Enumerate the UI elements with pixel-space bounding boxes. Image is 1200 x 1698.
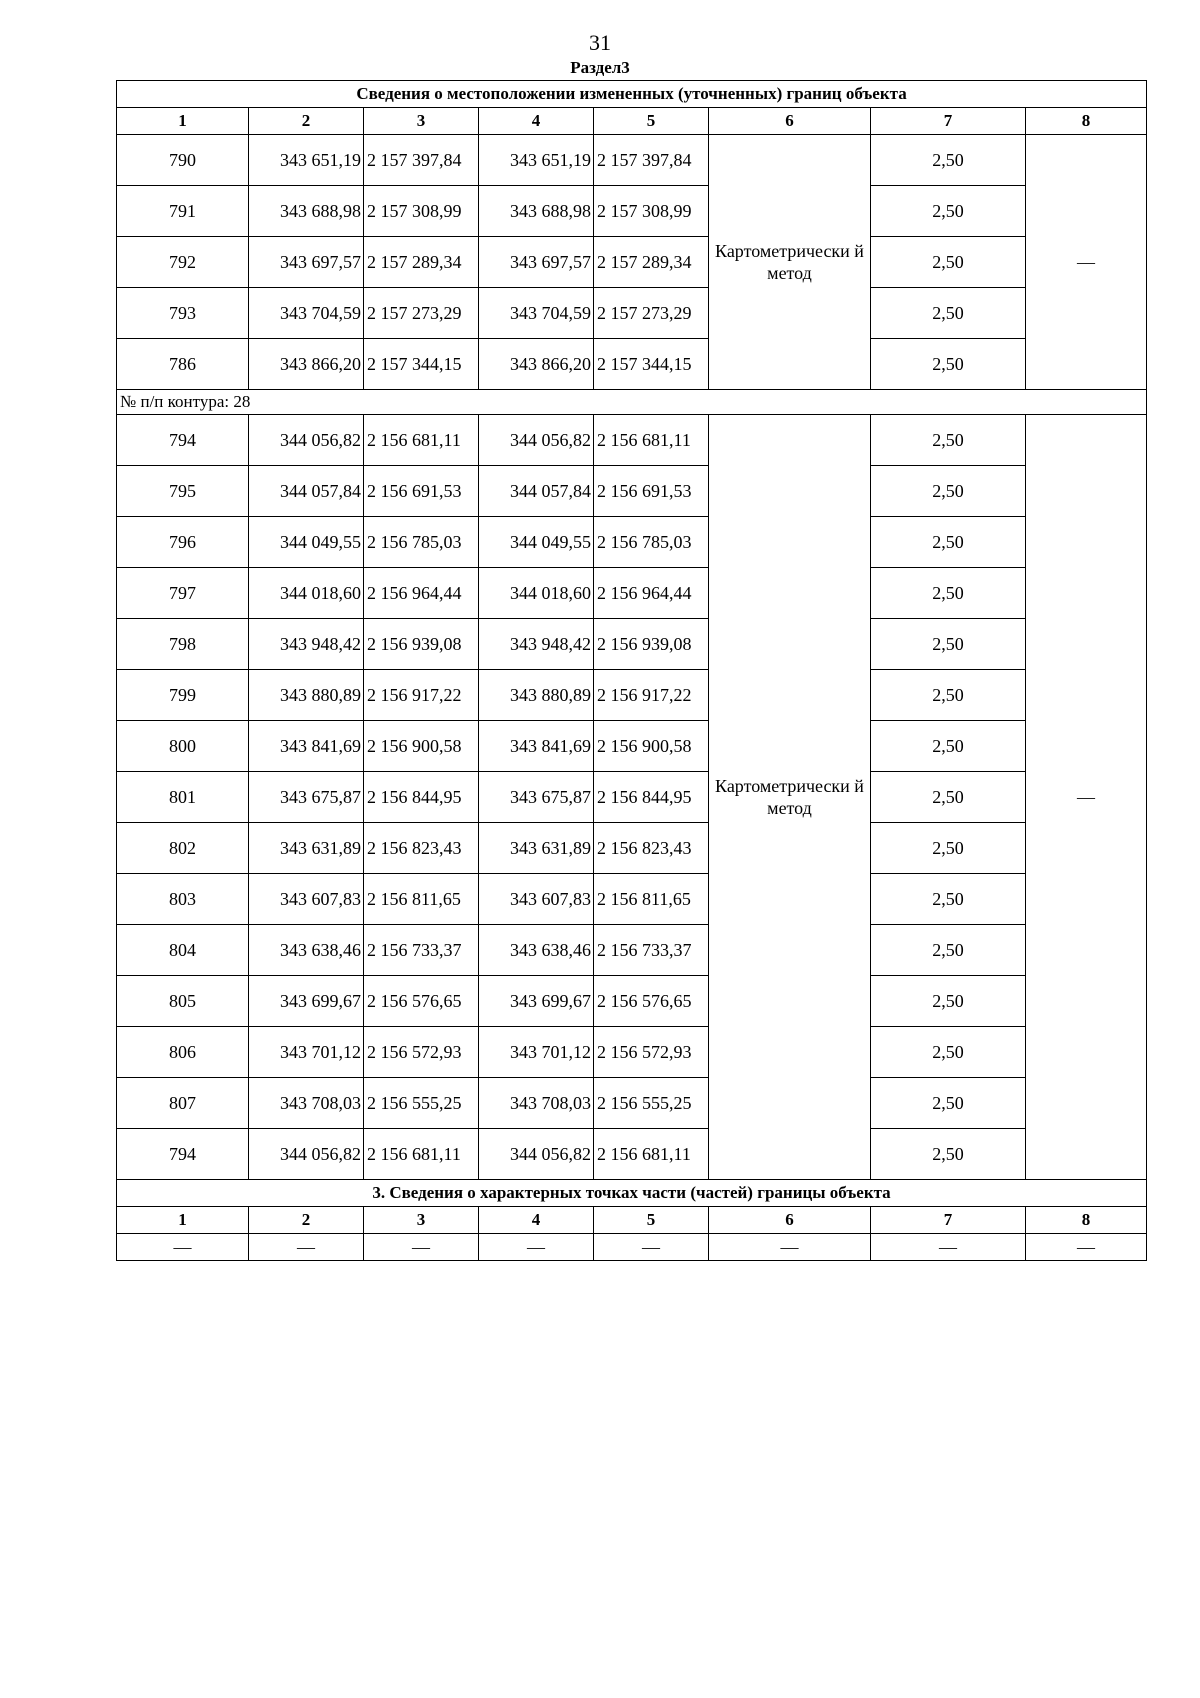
column-header: 1: [117, 1207, 249, 1234]
coord-x-existing: 343 675,87: [249, 772, 364, 823]
point-number: 794: [117, 415, 249, 466]
coord-x-new: 343 631,89: [479, 823, 594, 874]
accuracy-value: 2,50: [871, 568, 1026, 619]
coord-x-new: 344 057,84: [479, 466, 594, 517]
coord-x-existing: 343 697,57: [249, 237, 364, 288]
table-row: [117, 1078, 1147, 1129]
coord-y-new: 2 156 844,95: [594, 772, 709, 823]
coord-x-existing: 343 651,19: [249, 135, 364, 186]
coord-y-existing: 2 156 939,08: [364, 619, 479, 670]
column-header: 7: [871, 1207, 1026, 1234]
accuracy-value: 2,50: [871, 874, 1026, 925]
column-header: 8: [1026, 1207, 1147, 1234]
table-row: [117, 1129, 1147, 1180]
coord-y-new: 2 156 811,65: [594, 874, 709, 925]
coord-x-new: 343 607,83: [479, 874, 594, 925]
table-row: [117, 415, 1147, 466]
coord-y-existing: 2 156 576,65: [364, 976, 479, 1027]
coord-x-new: 343 880,89: [479, 670, 594, 721]
point-number: 807: [117, 1078, 249, 1129]
coord-x-existing: 343 880,89: [249, 670, 364, 721]
coord-x-new: 344 018,60: [479, 568, 594, 619]
point-number: 790: [117, 135, 249, 186]
coord-x-existing: 343 708,03: [249, 1078, 364, 1129]
coord-y-existing: 2 156 900,58: [364, 721, 479, 772]
empty-value: —: [871, 1234, 1026, 1261]
coord-x-new: 343 948,42: [479, 619, 594, 670]
table-row: [117, 466, 1147, 517]
accuracy-value: 2,50: [871, 976, 1026, 1027]
table-row: [117, 186, 1147, 237]
coord-y-new: 2 156 681,11: [594, 415, 709, 466]
point-number: 798: [117, 619, 249, 670]
column-header: 4: [479, 1207, 594, 1234]
coord-y-existing: 2 156 681,11: [364, 1129, 479, 1180]
coord-y-existing: 2 157 289,34: [364, 237, 479, 288]
accuracy-value: 2,50: [871, 619, 1026, 670]
point-number: 793: [117, 288, 249, 339]
coord-y-existing: 2 157 397,84: [364, 135, 479, 186]
column-header: 5: [594, 1207, 709, 1234]
coord-y-new: 2 156 555,25: [594, 1078, 709, 1129]
coord-y-new: 2 156 576,65: [594, 976, 709, 1027]
empty-value: —: [709, 1234, 871, 1261]
accuracy-value: 2,50: [871, 186, 1026, 237]
column-header: 7: [871, 108, 1026, 135]
point-number: 799: [117, 670, 249, 721]
description-value: —: [1026, 135, 1147, 390]
coord-x-new: 343 841,69: [479, 721, 594, 772]
point-number: 806: [117, 1027, 249, 1078]
coord-x-new: 343 638,46: [479, 925, 594, 976]
table-row: [117, 976, 1147, 1027]
coord-y-existing: 2 156 823,43: [364, 823, 479, 874]
boundary-points-table: [116, 80, 1147, 1261]
coord-y-existing: 2 156 555,25: [364, 1078, 479, 1129]
section3-empty-row: [117, 1234, 1147, 1261]
coord-x-new: 344 049,55: [479, 517, 594, 568]
table-row: [117, 237, 1147, 288]
contour-label: № п/п контура: 28: [117, 390, 1147, 415]
coord-x-new: 343 699,67: [479, 976, 594, 1027]
accuracy-value: 2,50: [871, 772, 1026, 823]
coord-x-existing: 344 057,84: [249, 466, 364, 517]
point-number: 804: [117, 925, 249, 976]
section-title: Раздел3: [570, 58, 630, 77]
coord-x-existing: 344 049,55: [249, 517, 364, 568]
coord-y-new: 2 157 397,84: [594, 135, 709, 186]
coord-x-existing: 344 018,60: [249, 568, 364, 619]
column-header: 8: [1026, 108, 1147, 135]
section3-caption-row: [117, 1180, 1147, 1207]
accuracy-value: 2,50: [871, 670, 1026, 721]
table-row: [117, 772, 1147, 823]
empty-value: —: [364, 1234, 479, 1261]
section3-caption: 3. Сведения о характерных точках части (частей) границы объекта: [117, 1180, 1147, 1207]
coord-y-existing: 2 156 785,03: [364, 517, 479, 568]
point-number: 792: [117, 237, 249, 288]
table-row: [117, 925, 1147, 976]
coord-x-new: 343 866,20: [479, 339, 594, 390]
column-header: 3: [364, 108, 479, 135]
accuracy-value: 2,50: [871, 237, 1026, 288]
accuracy-value: 2,50: [871, 466, 1026, 517]
table-row: [117, 874, 1147, 925]
empty-value: —: [479, 1234, 594, 1261]
coord-y-new: 2 157 308,99: [594, 186, 709, 237]
coord-x-new: 344 056,82: [479, 1129, 594, 1180]
coord-x-new: 343 701,12: [479, 1027, 594, 1078]
point-number: 795: [117, 466, 249, 517]
coord-y-existing: 2 157 344,15: [364, 339, 479, 390]
determination-method: Картометрически й метод: [709, 135, 871, 390]
coord-y-existing: 2 156 572,93: [364, 1027, 479, 1078]
point-number: 802: [117, 823, 249, 874]
accuracy-value: 2,50: [871, 135, 1026, 186]
coord-y-existing: 2 156 844,95: [364, 772, 479, 823]
table-row: [117, 721, 1147, 772]
empty-value: —: [249, 1234, 364, 1261]
coord-y-new: 2 156 964,44: [594, 568, 709, 619]
accuracy-value: 2,50: [871, 517, 1026, 568]
coord-x-existing: 344 056,82: [249, 415, 364, 466]
column-header: 5: [594, 108, 709, 135]
coord-y-existing: 2 157 308,99: [364, 186, 479, 237]
coord-y-existing: 2 156 964,44: [364, 568, 479, 619]
column-header: 3: [364, 1207, 479, 1234]
accuracy-value: 2,50: [871, 339, 1026, 390]
coord-y-new: 2 156 681,11: [594, 1129, 709, 1180]
column-header: 6: [709, 108, 871, 135]
accuracy-value: 2,50: [871, 925, 1026, 976]
coord-x-new: 344 056,82: [479, 415, 594, 466]
coord-y-existing: 2 156 811,65: [364, 874, 479, 925]
contour-row: [117, 390, 1147, 415]
coord-y-new: 2 156 917,22: [594, 670, 709, 721]
coord-y-existing: 2 156 681,11: [364, 415, 479, 466]
accuracy-value: 2,50: [871, 1027, 1026, 1078]
coord-x-existing: 344 056,82: [249, 1129, 364, 1180]
coord-y-existing: 2 156 691,53: [364, 466, 479, 517]
empty-value: —: [594, 1234, 709, 1261]
coord-x-existing: 343 688,98: [249, 186, 364, 237]
description-value: —: [1026, 415, 1147, 1180]
coord-x-existing: 343 631,89: [249, 823, 364, 874]
coord-x-new: 343 688,98: [479, 186, 594, 237]
coord-y-new: 2 157 289,34: [594, 237, 709, 288]
table-header-row: [117, 108, 1147, 135]
accuracy-value: 2,50: [871, 415, 1026, 466]
column-header: 4: [479, 108, 594, 135]
coord-y-new: 2 156 900,58: [594, 721, 709, 772]
section3-header-row: [117, 1207, 1147, 1234]
coord-y-new: 2 157 344,15: [594, 339, 709, 390]
coord-y-new: 2 156 572,93: [594, 1027, 709, 1078]
accuracy-value: 2,50: [871, 823, 1026, 874]
table-caption-row: [117, 81, 1147, 108]
coord-y-new: 2 156 785,03: [594, 517, 709, 568]
determination-method: Картометрически й метод: [709, 415, 871, 1180]
point-number: 800: [117, 721, 249, 772]
point-number: 805: [117, 976, 249, 1027]
coord-y-new: 2 156 823,43: [594, 823, 709, 874]
point-number: 794: [117, 1129, 249, 1180]
table-row: [117, 339, 1147, 390]
coord-y-existing: 2 156 917,22: [364, 670, 479, 721]
coord-y-new: 2 156 733,37: [594, 925, 709, 976]
page-number: 31: [589, 30, 611, 55]
accuracy-value: 2,50: [871, 721, 1026, 772]
empty-value: —: [117, 1234, 249, 1261]
coord-x-new: 343 675,87: [479, 772, 594, 823]
coord-x-existing: 343 948,42: [249, 619, 364, 670]
empty-value: —: [1026, 1234, 1147, 1261]
coord-y-new: 2 156 939,08: [594, 619, 709, 670]
column-header: 1: [117, 108, 249, 135]
coord-x-new: 343 697,57: [479, 237, 594, 288]
coord-y-new: 2 157 273,29: [594, 288, 709, 339]
column-header: 6: [709, 1207, 871, 1234]
coord-x-new: 343 704,59: [479, 288, 594, 339]
coord-x-existing: 343 701,12: [249, 1027, 364, 1078]
table-caption: Сведения о местоположении измененных (уточненных) границ объекта: [117, 81, 1147, 108]
table-row: [117, 619, 1147, 670]
coord-x-new: 343 708,03: [479, 1078, 594, 1129]
table-row: [117, 823, 1147, 874]
accuracy-value: 2,50: [871, 1078, 1026, 1129]
table-row: [117, 568, 1147, 619]
column-header: 2: [249, 1207, 364, 1234]
table-row: [117, 135, 1147, 186]
coord-y-new: 2 156 691,53: [594, 466, 709, 517]
coord-y-existing: 2 156 733,37: [364, 925, 479, 976]
coord-x-existing: 343 699,67: [249, 976, 364, 1027]
coord-x-existing: 343 704,59: [249, 288, 364, 339]
point-number: 796: [117, 517, 249, 568]
point-number: 797: [117, 568, 249, 619]
point-number: 803: [117, 874, 249, 925]
accuracy-value: 2,50: [871, 288, 1026, 339]
point-number: 801: [117, 772, 249, 823]
coord-x-existing: 343 841,69: [249, 721, 364, 772]
coord-x-existing: 343 607,83: [249, 874, 364, 925]
coord-x-existing: 343 866,20: [249, 339, 364, 390]
coord-y-existing: 2 157 273,29: [364, 288, 479, 339]
table-row: [117, 288, 1147, 339]
accuracy-value: 2,50: [871, 1129, 1026, 1180]
point-number: 791: [117, 186, 249, 237]
table-row: [117, 1027, 1147, 1078]
coord-x-new: 343 651,19: [479, 135, 594, 186]
table-row: [117, 517, 1147, 568]
table-row: [117, 670, 1147, 721]
column-header: 2: [249, 108, 364, 135]
coord-x-existing: 343 638,46: [249, 925, 364, 976]
point-number: 786: [117, 339, 249, 390]
